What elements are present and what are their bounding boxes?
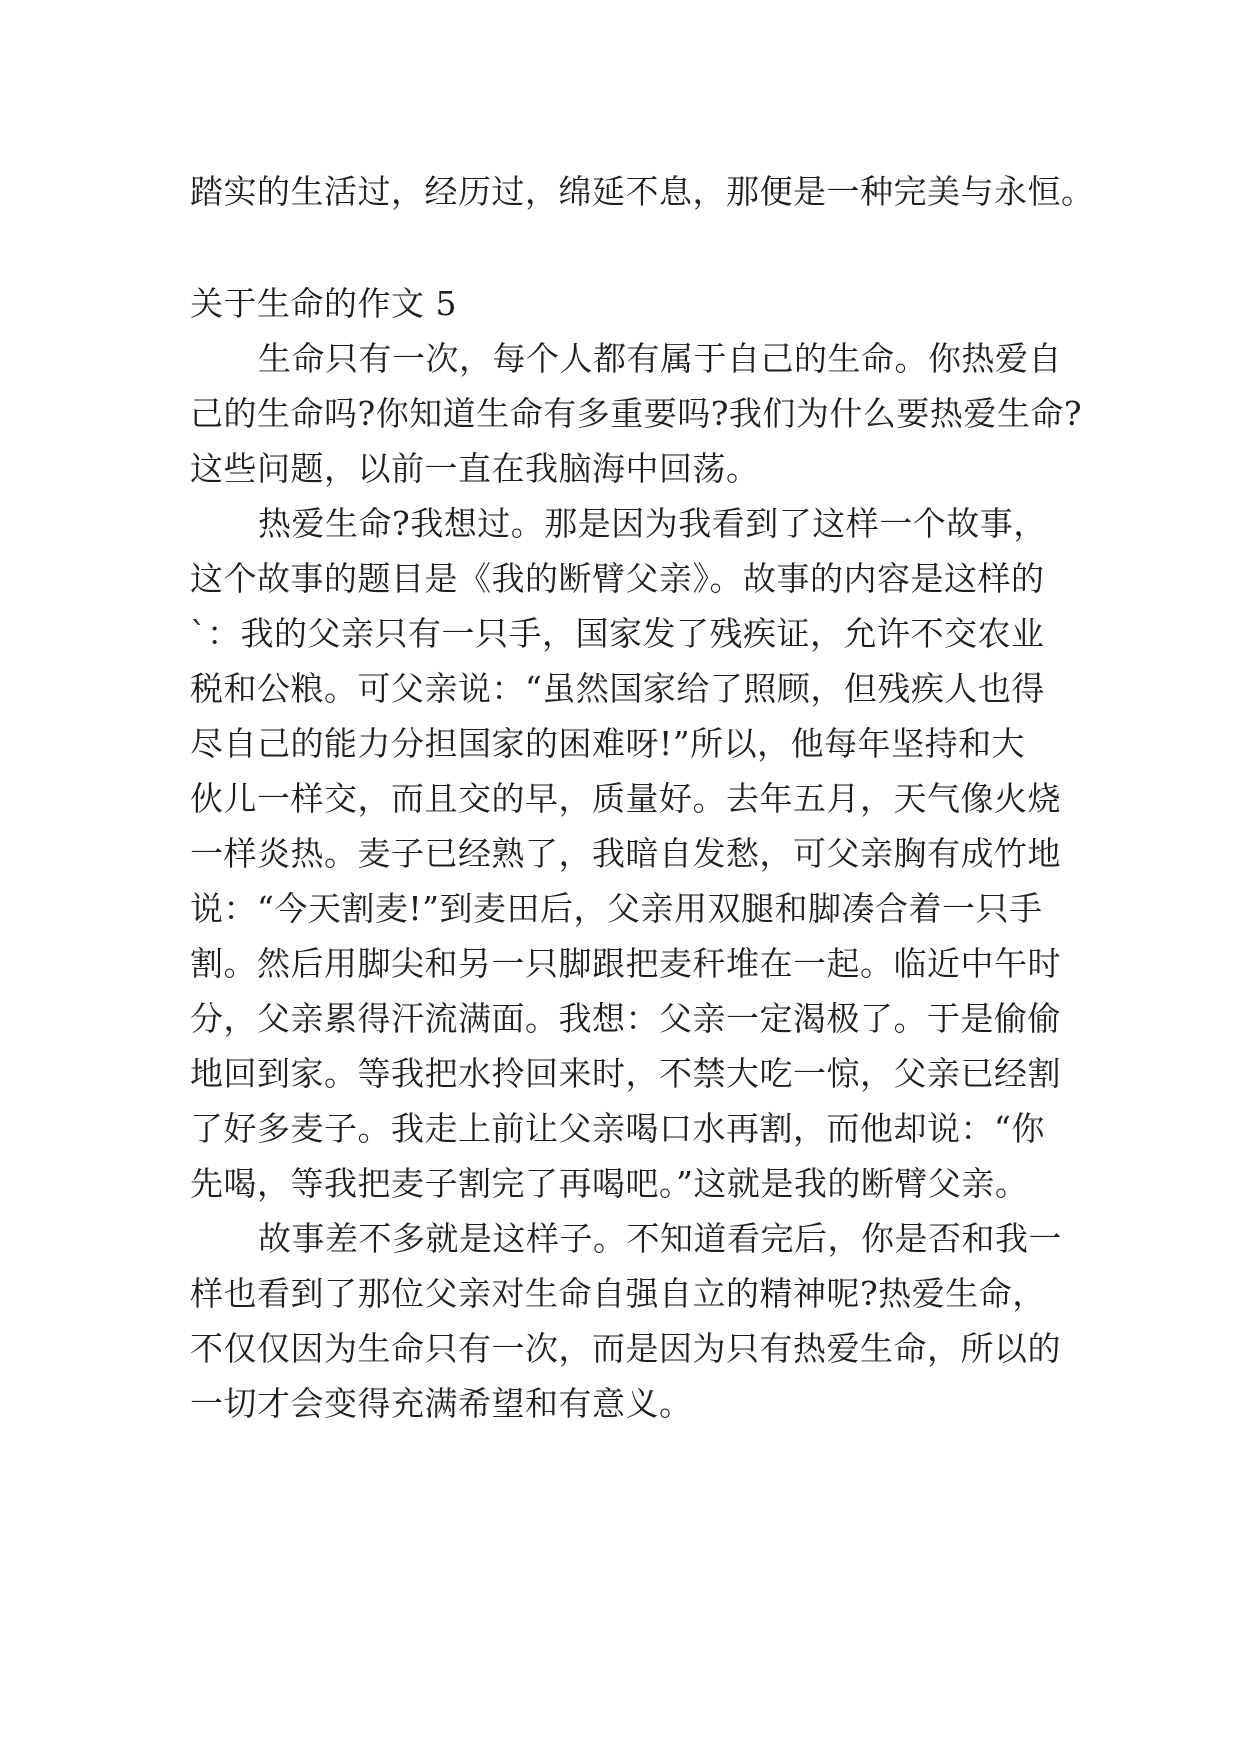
paragraph-1-line-1: 生命只有一次，每个人都有属于自己的生命。你热爱自 xyxy=(258,339,1062,378)
paragraph-2-line-9: 割。然后用脚尖和另一只脚跟把麦秆堆在一起。临近中午时 xyxy=(190,944,1061,983)
paragraph-2-line-7: 一样炎热。麦子已经熟了，我暗自发愁，可父亲胸有成竹地 xyxy=(190,834,1061,873)
paragraph-2-line-3: `：我的父亲只有一只手，国家发了残疾证，允许不交农业 xyxy=(190,614,1045,653)
paragraph-3-line-4: 一切才会变得充满希望和有意义。 xyxy=(190,1384,693,1423)
lead-line: 踏实的生活过，经历过，绵延不息，那便是一种完美与永恒。 xyxy=(190,172,1095,211)
section-heading: 关于生命的作文 5 xyxy=(190,284,457,323)
paragraph-2-line-11: 地回到家。等我把水拎回来时，不禁大吃一惊，父亲已经割 xyxy=(190,1054,1061,1093)
paragraph-1-line-2: 己的生命吗?你知道生命有多重要吗?我们为什么要热爱生命? xyxy=(190,394,1083,433)
paragraph-2-line-10: 分，父亲累得汗流满面。我想：父亲一定渴极了。于是偷偷 xyxy=(190,999,1061,1038)
paragraph-3-line-2: 样也看到了那位父亲对生命自强自立的精神呢?热爱生命， xyxy=(190,1274,1046,1313)
paragraph-1-line-3: 这些问题，以前一直在我脑海中回荡。 xyxy=(190,449,760,488)
paragraph-2-line-6: 伙儿一样交，而且交的早，质量好。去年五月，天气像火烧 xyxy=(190,779,1061,818)
paragraph-3-line-3: 不仅仅因为生命只有一次，而是因为只有热爱生命，所以的 xyxy=(190,1329,1061,1368)
paragraph-2-line-4: 税和公粮。可父亲说：“虽然国家给了照顾，但残疾人也得 xyxy=(190,669,1045,708)
paragraph-2-line-5: 尽自己的能力分担国家的困难呀!”所以，他每年坚持和大 xyxy=(190,724,1026,763)
paragraph-2-line-12: 了好多麦子。我走上前让父亲喝口水再割，而他却说：“你 xyxy=(190,1109,1045,1148)
paragraph-2-line-2: 这个故事的题目是《我的断臂父亲》。故事的内容是这样的 xyxy=(190,559,1045,598)
paragraph-2-line-8: 说：“今天割麦!”到麦田后，父亲用双腿和脚凑合着一只手 xyxy=(190,889,1043,928)
paragraph-3-line-1: 故事差不多就是这样子。不知道看完后，你是否和我一 xyxy=(258,1219,1062,1258)
paragraph-2-line-13: 先喝，等我把麦子割完了再喝吧。”这就是我的断臂父亲。 xyxy=(190,1164,1029,1203)
paragraph-2-line-1: 热爱生命?我想过。那是因为我看到了这样一个故事， xyxy=(258,504,1047,543)
